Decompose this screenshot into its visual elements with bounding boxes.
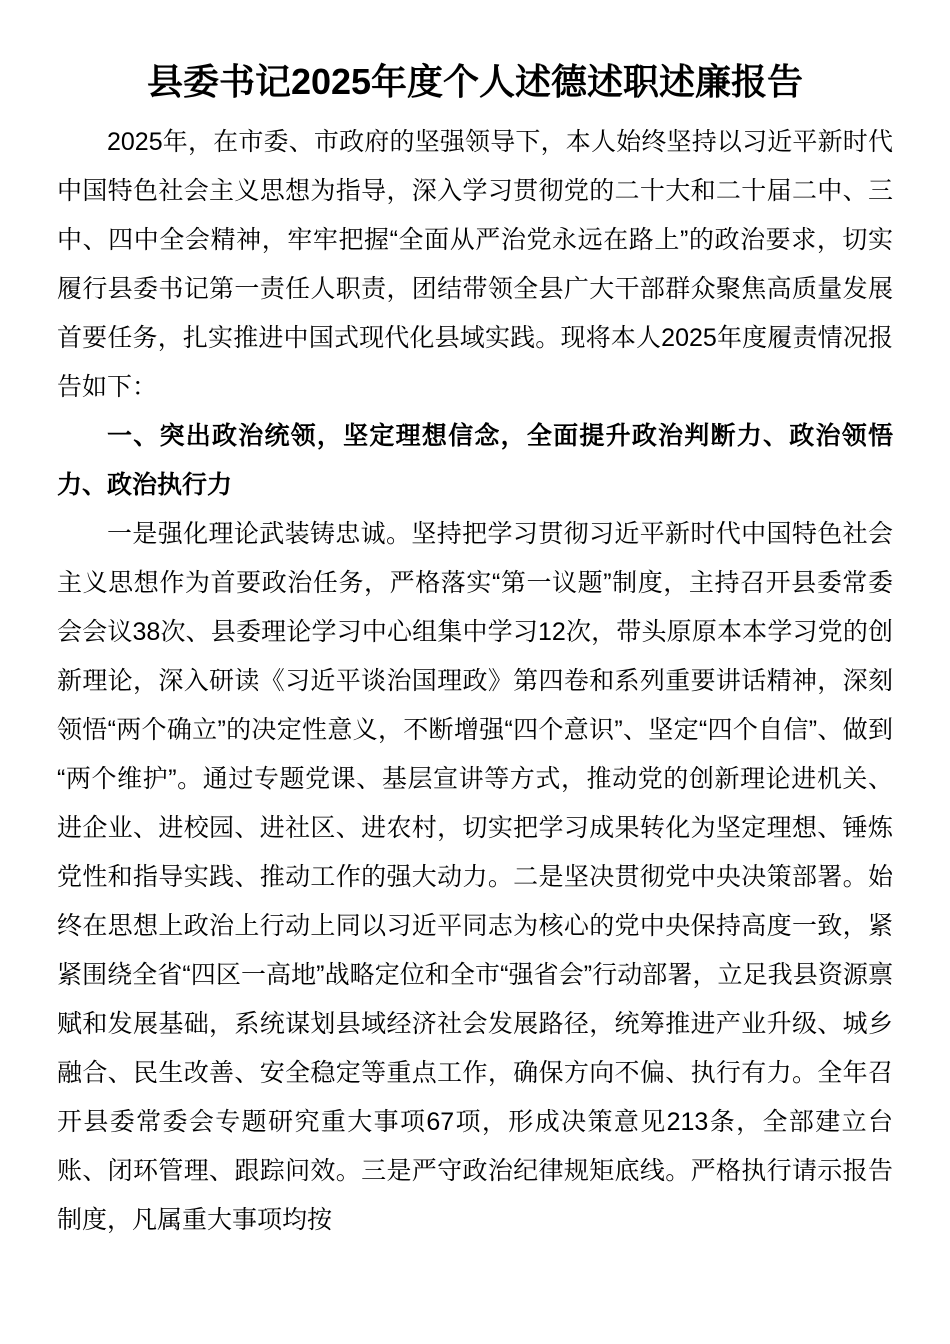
document-title: 县委书记2025年度个人述德述职述廉报告	[146, 61, 804, 102]
intro-paragraph: 2025年，在市委、市政府的坚强领导下，本人始终坚持以习近平新时代中国特色社会主义思想为指导，深入学习贯彻党的二十大和二十届二中、三中、四中全会精神，牢牢把握“全面从严治党永远在路上”的政治要求，切实履行县委书记第一责任人职责，团结带领全县广大干部群众聚焦高质量发展首要任务，扎实推进中国式现代化县域实践。现将本人2025年度履责情况报告如下：	[57, 128, 893, 401]
section-one-body-paragraph: 一是强化理论武装铸忠诚。坚持把学习贯彻习近平新时代中国特色社会主义思想作为首要政治任务，严格落实“第一议题”制度，主持召开县委常委会会议38次、县委理论学习中心组集中学习12次，带头原原本本学习党的创新理论，深入研读《习近平谈治国理政》第四卷和系列重要讲话精神，深刻领悟“两个确立”的决定性意义，不断增强“四个意识”、坚定“四个自信”、做到“两个维护”。通过专题党课、基层宣讲等方式，推动党的创新理论进机关、进企业、进校园、进社区、进农村，切实把学习成果转化为坚定理想、锤炼党性和指导实践、推动工作的强大动力。二是坚决贯彻党中央决策部署。始终在思想上政治上行动上同以习近平同志为核心的党中央保持高度一致，紧紧围绕全省“四区一高地”战略定位和全市“强省会”行动部署，立足我县资源禀赋和发展基础，系统谋划县域经济社会发展路径，统筹推进产业升级、城乡融合、民生改善、安全稳定等重点工作，确保方向不偏、执行有力。全年召开县委常委会专题研究重大事项67项，形成决策意见213条，全部建立台账、闭环管理、跟踪问效。三是严守政治纪律规矩底线。严格执行请示报告制度，凡属重大事项均按	[57, 520, 893, 1234]
section-one-heading: 一、突出政治统领，坚定理想信念，全面提升政治判断力、政治领悟力、政治执行力	[57, 422, 893, 499]
